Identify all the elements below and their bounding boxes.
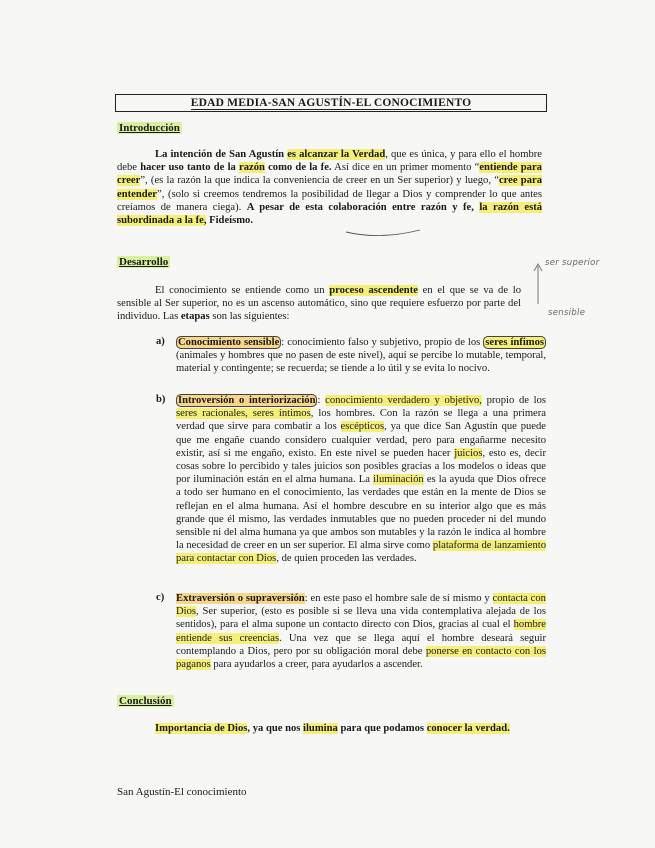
item-c-highlight: ponerse en contacto con los paganos — [176, 645, 546, 671]
document-title: EDAD MEDIA-SAN AGUSTÍN-EL CONOCIMIENTO — [190, 97, 472, 109]
item-a-label: a) — [156, 336, 165, 347]
item-b-text-part: , de quien proceden las verdades. — [276, 553, 417, 565]
item-a-highlight: seres ínfimos — [485, 337, 545, 348]
intro-highlight: la razón está subordinada a la fe, — [117, 201, 543, 227]
item-b-highlight: escépticos — [340, 421, 385, 433]
conclusion-highlight: conocer la verdad. — [426, 723, 510, 734]
intro-highlight: es alcanzar la Verdad — [287, 149, 386, 160]
intro-text: como de la fe. — [264, 162, 332, 174]
heading-introduccion: Introducción — [119, 122, 180, 134]
item-b-highlight: juicios — [454, 447, 483, 459]
intro-text: La intención de San Agustín — [155, 149, 288, 160]
paragraph-conclusion — [117, 722, 527, 735]
margin-note-ser-superior: ser superior — [545, 258, 600, 268]
item-b-text-part: , esto es, decir cosas sobre lo percibido y tales juicios son posibles gracias a los modelos o ideas que por iluminación están en el alma humana. La — [176, 447, 546, 486]
item-b-highlight: seres racionales, seres íntimos — [176, 408, 311, 420]
intro-text: ”, (solo si creemos tendremos la posibilidad de llegar a Dios y comprender lo que antes creíamos de manera ciega). — [117, 188, 542, 213]
item-b-highlight: iluminación — [373, 474, 424, 486]
item-c-highlight: hombre entiende sus creencias — [176, 619, 546, 644]
intro-fideismo: Fideísmo. — [206, 215, 253, 227]
item-b-highlight: conocimiento verdadero y objetivo, — [325, 395, 482, 406]
conclusion-highlight: Importancia de Dios — [155, 723, 248, 734]
dev-text: etapas — [180, 311, 210, 323]
intro-text: ”, (es la razón la que indica la conveniencia de creer en un Ser superior) y luego, “ — [140, 175, 499, 187]
item-a-text-part: (animales y hombres que no pasen de este nivel), aquí se percibe lo mutable, temporal, material y contingente; se recuerda; se tiende a lo útil y se evita lo nocivo. — [176, 350, 546, 375]
item-a-text — [176, 336, 546, 376]
item-c-text-part: . Una vez que se llega aquí el hombre deseará seguir contemplando a Dios, pero por su obligación moral debe — [176, 632, 546, 657]
conclusion-text: para que podamos — [337, 723, 427, 734]
dev-highlight: proceso ascendente — [329, 285, 418, 296]
heading-desarrollo: Desarrollo — [119, 256, 169, 268]
conclusion-text: , ya que nos — [247, 723, 304, 734]
intro-text: A pesar de esta colaboración entre razón y fe, — [246, 201, 480, 213]
conclusion-highlight: ilumina — [303, 723, 338, 734]
item-c-text-part: , Ser superior, (esto es posible si se lleva una vida contemplativa alejada de los sentidos), para el alma supone un contacto directo con Dios, gracias al cual el — [176, 606, 546, 631]
item-c-text — [176, 592, 546, 671]
intro-highlight: razón — [239, 162, 265, 174]
item-a-term: Conocimiento sensible — [178, 337, 280, 348]
item-c-text-part: para ayudarlos a creer, para ayudarlos a ascender. — [210, 659, 423, 671]
item-b-text-part: propio de los — [481, 395, 546, 406]
item-b-highlight: plataforma de lanzamiento para contactar con Dios — [176, 540, 546, 565]
item-c-term: Extraversión o supraversión — [176, 593, 305, 604]
margin-note-sensible: sensible — [548, 308, 586, 318]
item-c-label: c) — [156, 592, 165, 603]
intro-text: , que es única, y para ello el hombre debe — [117, 149, 542, 174]
item-a-text-part: : conocimiento falso y subjetivo, propio de los — [281, 337, 484, 348]
item-b-text-part: : — [317, 395, 326, 406]
heading-conclusion: Conclusión — [119, 695, 172, 707]
dev-text: en el que se va de lo sensible al Ser superior, no es un ascenso automático, sino que requiere esfuerzo por parte del individuo. Las — [117, 285, 521, 323]
dev-text: El conocimiento se entiende como un — [155, 285, 330, 296]
intro-highlight: cree para entender — [117, 175, 542, 200]
intro-text: Así dice en un primer momento “ — [331, 162, 480, 174]
item-b-term: Introversión o interiorización — [178, 395, 316, 406]
item-b-text — [176, 394, 546, 566]
item-b-text-part: , los hombres. Con la razón se llega a una primera verdad que sirve para combatir a los — [176, 408, 546, 433]
item-c-text-part: : en este paso el hombre sale de sí mismo y — [304, 593, 493, 604]
intro-text: hacer uso tanto de la — [140, 162, 240, 174]
item-b-label: b) — [156, 394, 166, 405]
item-b-text-part: es la ayuda que Dios ofrece a todo ser humano en el conocimiento, las verdades que están en la mente de Dios se reflejan en el alma humana. Así el hombre descubre en su interior algo que es más grande que él mismo, las verdades inmutables que no pueden proceder ni del mundo sensible ni del alma humana ya que ambos son mutables y la razón le indica al hombre la necesidad de creer en un ser superior. El alma sirve como — [176, 474, 546, 552]
item-b-text-part: , ya que dice San Agustín que puede que me engañe cuando considero cualquier verdad, pero para engañarme necesito existir, así si me engaño, existo. En este nivel se pueden hacer — [176, 421, 547, 459]
intro-highlight: entiende para creer — [117, 162, 542, 187]
dev-text: son las siguientes: — [209, 311, 290, 323]
page-footer: San Agustín-El conocimiento — [117, 786, 247, 798]
item-c-highlight: contacta con Dios — [176, 593, 546, 618]
